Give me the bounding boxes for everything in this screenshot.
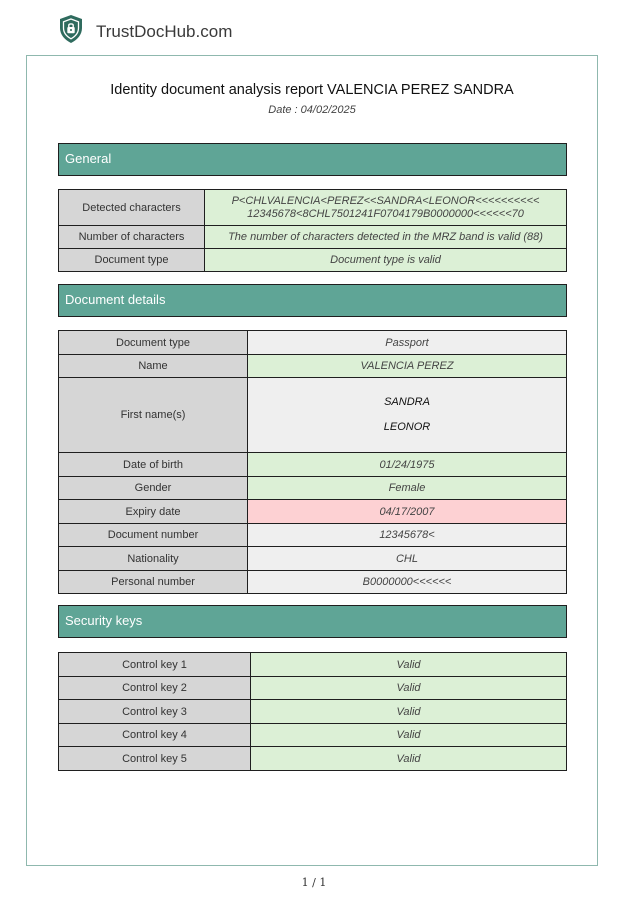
personal-number-value: B0000000<<<<<< — [248, 571, 567, 594]
general-table — [58, 189, 567, 272]
table-row — [59, 453, 567, 477]
name-label: Name — [59, 355, 248, 378]
control-key-label: Control key 3 — [59, 700, 251, 724]
table-row — [59, 355, 567, 378]
brand-name: TrustDocHub.com — [96, 21, 233, 41]
brand[interactable] — [58, 14, 232, 49]
expiry-date-label: Expiry date — [59, 500, 248, 524]
shield-lock-icon — [58, 14, 84, 49]
date-of-birth-label: Date of birth — [59, 453, 248, 477]
mrz-line-2: 12345678<8CHL7501241F0704179B0000000<<<<<<70 — [247, 207, 524, 220]
table-row — [59, 677, 567, 700]
table-row — [59, 331, 567, 355]
detected-characters-value — [205, 190, 567, 226]
control-key-value: Valid — [251, 677, 567, 700]
detected-characters-label: Detected characters — [59, 190, 205, 226]
report-title: Identity document analysis report VALENCIA PEREZ SANDRA — [110, 82, 514, 98]
section-header-general: General — [58, 143, 567, 176]
report-page — [26, 55, 598, 866]
document-number-value: 12345678< — [248, 524, 567, 547]
number-of-characters-label: Number of characters — [59, 226, 205, 249]
control-key-label: Control key 4 — [59, 724, 251, 747]
gender-value: Female — [248, 477, 567, 500]
report-date: Date : 04/02/2025 — [268, 104, 356, 116]
first-name-1: SANDRA — [384, 396, 430, 408]
section-header-security-keys: Security keys — [58, 605, 567, 638]
table-row — [59, 700, 567, 724]
control-key-value: Valid — [251, 700, 567, 724]
document-type-check-value: Document type is valid — [205, 249, 567, 272]
table-row — [59, 524, 567, 547]
control-key-value: Valid — [251, 747, 567, 771]
number-of-characters-value: The number of characters detected in the MRZ band is valid (88) — [205, 226, 567, 249]
table-row — [59, 378, 567, 453]
first-name-2: LEONOR — [383, 421, 431, 433]
table-row — [59, 547, 567, 571]
table-row — [59, 190, 567, 226]
nationality-value: CHL — [248, 547, 567, 571]
section-header-document-details: Document details — [58, 284, 567, 317]
security-keys-table — [58, 652, 567, 771]
control-key-label: Control key 5 — [59, 747, 251, 771]
date-of-birth-value: 01/24/1975 — [248, 453, 567, 477]
control-key-label: Control key 1 — [59, 653, 251, 677]
mrz-line-1: P<CHLVALENCIA<PEREZ<<SANDRA<LEONOR<<<<<<<<<< — [231, 194, 540, 207]
name-value: VALENCIA PEREZ — [248, 355, 567, 378]
control-key-value: Valid — [251, 653, 567, 677]
document-details-table — [58, 330, 567, 594]
table-row — [59, 653, 567, 677]
table-row — [59, 500, 567, 524]
table-row — [59, 477, 567, 500]
document-type-value: Passport — [248, 331, 567, 355]
nationality-label: Nationality — [59, 547, 248, 571]
expiry-date-value: 04/17/2007 — [248, 500, 567, 524]
gender-label: Gender — [59, 477, 248, 500]
first-names-value — [248, 378, 567, 453]
document-type-check-label: Document type — [59, 249, 205, 272]
table-row — [59, 571, 567, 594]
table-row — [59, 724, 567, 747]
first-names-label: First name(s) — [59, 378, 248, 453]
personal-number-label: Personal number — [59, 571, 248, 594]
document-number-label: Document number — [59, 524, 248, 547]
control-key-value: Valid — [251, 724, 567, 747]
table-row — [59, 249, 567, 272]
table-row — [59, 226, 567, 249]
page-indicator: 1 / 1 — [301, 876, 327, 889]
document-type-label: Document type — [59, 331, 248, 355]
control-key-label: Control key 2 — [59, 677, 251, 700]
table-row — [59, 747, 567, 771]
